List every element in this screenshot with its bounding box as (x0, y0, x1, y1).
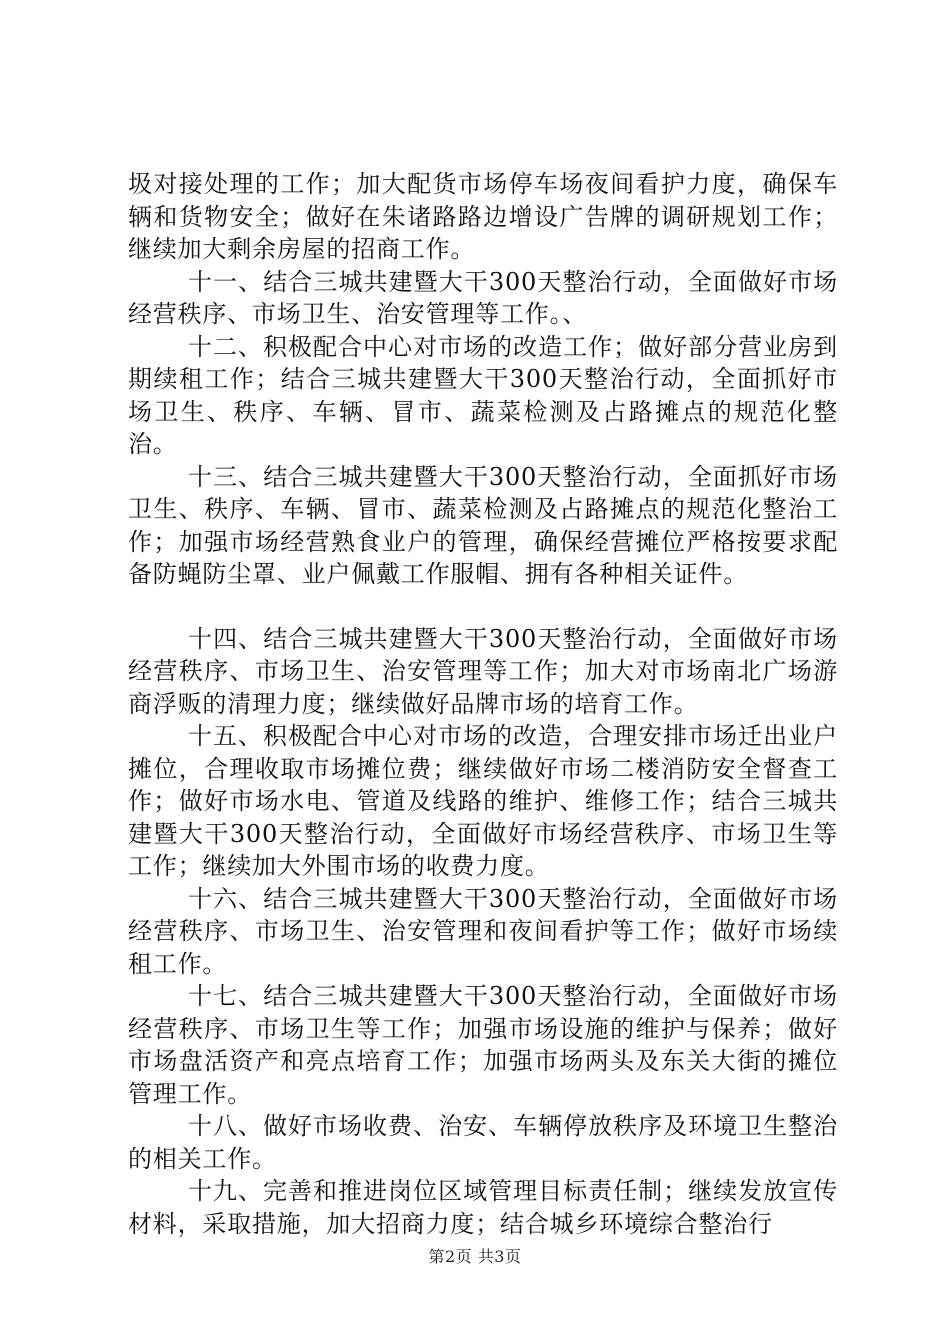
paragraph-item-14: 十四、结合三城共建暨大干300天整治行动，全面做好市场经营秩序、市场卫生、治安管理等工作；加大对市场南北广场游商浮贩的清理力度；继续做好品牌市场的培育工作。 (128, 624, 838, 718)
paragraph-item-13: 十三、结合三城共建暨大干300天整治行动，全面抓好市场卫生、秩序、车辆、冒市、蔬菜检测及占路摊点的规范化整治工作；加强市场经营熟食业户的管理，确保经营摊位严格按要求配备防蝇防尘罩、业户佩戴工作服帽、拥有各种相关证件。 (128, 462, 838, 588)
page-number-footer: 第2页 共3页 (428, 1247, 522, 1266)
paragraph-item-16: 十六、结合三城共建暨大干300天整治行动，全面做好市场经营秩序、市场卫生、治安管理和夜间看护等工作；做好市场续租工作。 (128, 884, 838, 978)
document-body (128, 168, 838, 1240)
paragraph-item-12: 十二、积极配合中心对市场的改造工作；做好部分营业房到期续租工作；结合三城共建暨大干300天整治行动，全面抓好市场卫生、秩序、车辆、冒市、蔬菜检测及占路摊点的规范化整治。 (128, 332, 838, 458)
paragraph-item-17: 十七、结合三城共建暨大干300天整治行动，全面做好市场经营秩序、市场卫生等工作；加强市场设施的维护与保养；做好市场盘活资产和亮点培育工作；加强市场两头及东关大街的摊位管理工作。 (128, 982, 838, 1108)
paragraph-item-19: 十九、完善和推进岗位区域管理目标责任制；继续发放宣传材料，采取措施，加大招商力度；结合城乡环境综合整治行 (128, 1177, 838, 1238)
paragraph-item-11: 十一、结合三城共建暨大干300天整治行动，全面做好市场经营秩序、市场卫生、治安管理等工作。、 (128, 267, 838, 328)
paragraph-item-15: 十五、积极配合中心对市场的改造，合理安排市场迁出业户摊位，合理收取市场摊位费；继续做好市场二楼消防安全督查工作；做好市场水电、管道及线路的维护、维修工作；结合三城共建暨大干300天整治行动，全面做好市场经营秩序、市场卫生等工作；继续加大外围市场的收费力度。 (128, 722, 838, 880)
paragraph-item-18: 十八、做好市场收费、治安、车辆停放秩序及环境卫生整治的相关工作。 (128, 1112, 838, 1173)
paragraph-continuation: 圾对接处理的工作；加大配货市场停车场夜间看护力度，确保车辆和货物安全；做好在朱诸路路边增设广告牌的调研规划工作；继续加大剩余房屋的招商工作。 (128, 170, 838, 263)
